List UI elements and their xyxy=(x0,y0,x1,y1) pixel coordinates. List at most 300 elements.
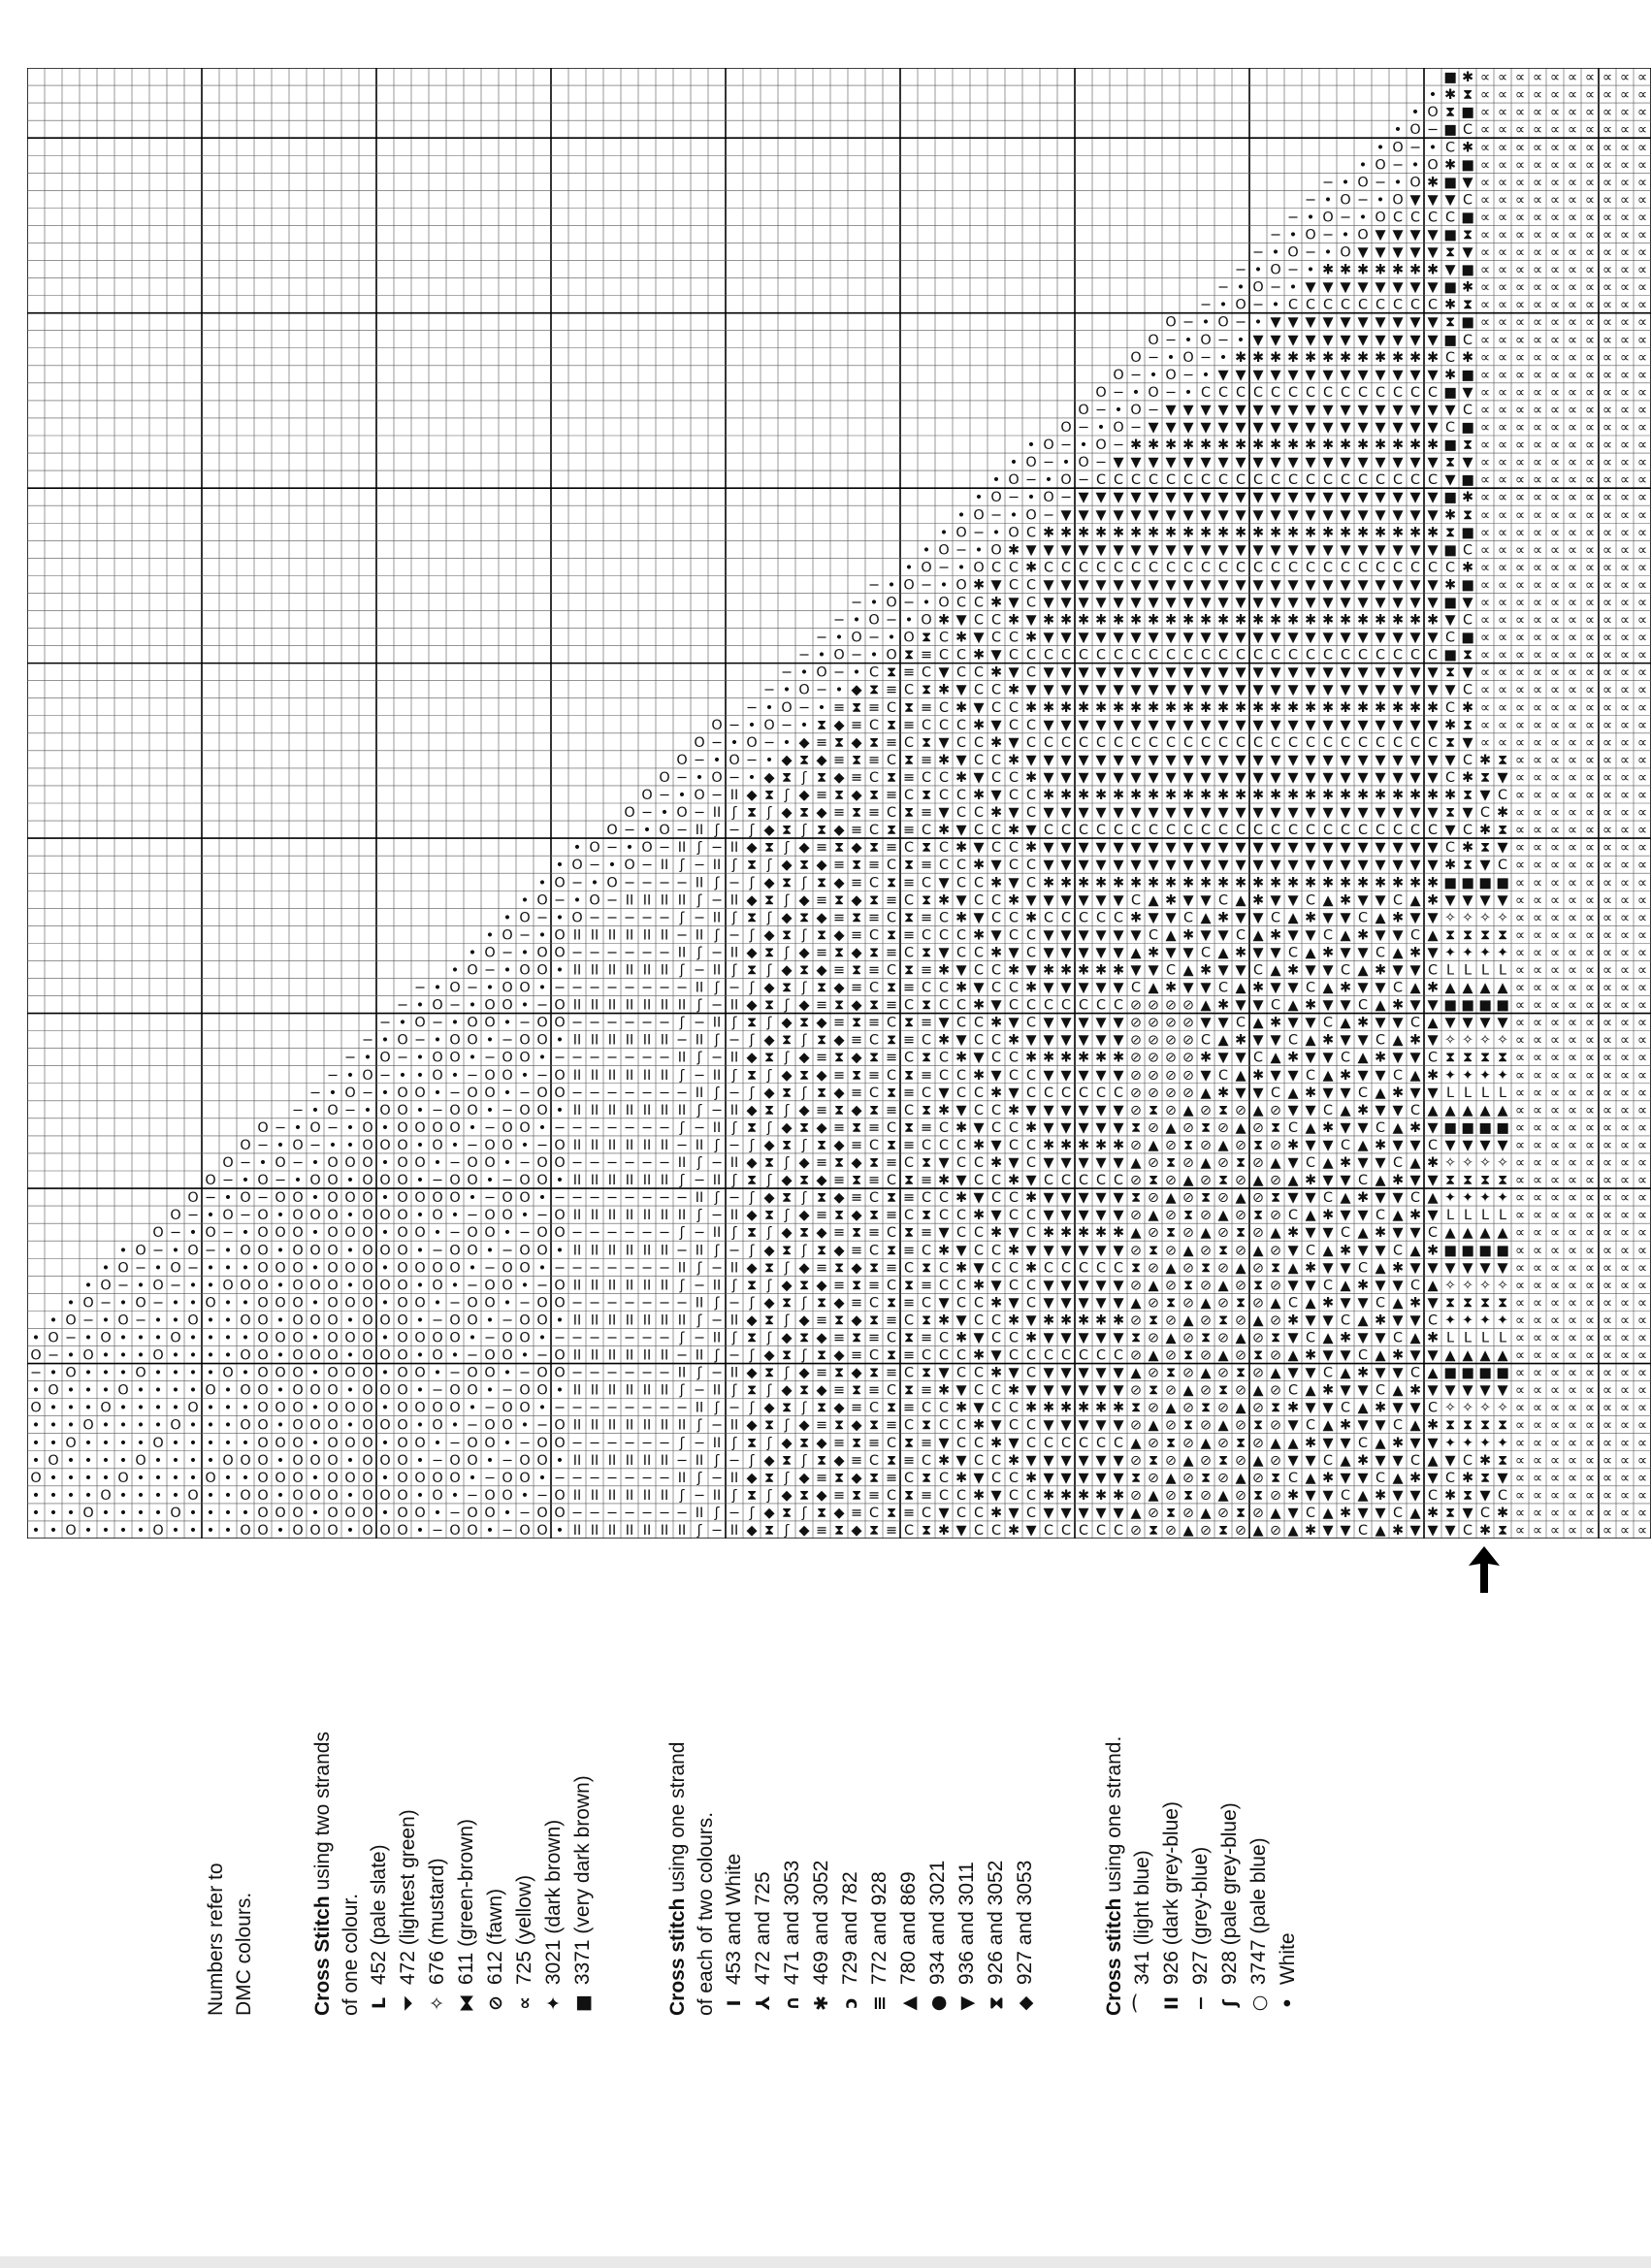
stitch-yellow: ∝ xyxy=(1585,228,1595,243)
stitch-blue_blend: C xyxy=(1218,981,1228,996)
stitch-white: • xyxy=(503,963,512,979)
stitch-green_blend: ✱ xyxy=(1357,350,1369,366)
stitch-pale_grey_blue: ʃ xyxy=(731,1488,738,1504)
stitch-white: • xyxy=(853,665,861,681)
stitch-white: • xyxy=(1359,157,1368,173)
stitch-dark_blend: ▼ xyxy=(1427,910,1439,925)
stitch-dark_blend: ▼ xyxy=(1305,1016,1316,1031)
stitch-grey_blue: − xyxy=(275,1120,286,1136)
stitch-blue_blend: C xyxy=(1288,1120,1298,1136)
stitch-dark_blend: ▼ xyxy=(1200,490,1212,505)
stitch-moss: ▲ xyxy=(1427,1103,1439,1118)
stitch-yellow: ∝ xyxy=(1568,368,1577,383)
stitch-dark_blend: ▼ xyxy=(1130,840,1142,856)
stitch-pale_blue: O xyxy=(65,1436,76,1451)
stitch-green_blend: ✱ xyxy=(1462,70,1473,85)
stitch-pale_grey_blue: ʃ xyxy=(679,858,686,873)
stitch-green_blend: ✱ xyxy=(1357,788,1369,803)
stitch-fawn: ⊘ xyxy=(1130,1488,1142,1504)
stitch-blue_blend: C xyxy=(1358,998,1368,1014)
stitch-green_blend: ✱ xyxy=(1462,140,1473,155)
stitch-dark_blend: ▼ xyxy=(1043,1016,1054,1031)
stitch-white: • xyxy=(800,665,809,681)
stitch-dark_grey_blue: II xyxy=(573,1243,582,1258)
stitch-blue_blend: C xyxy=(922,1190,931,1206)
stitch-pale_grey_blue: ʃ xyxy=(679,1383,686,1399)
stitch-pale_blue: O xyxy=(484,1208,495,1223)
stitch-grey_blue: − xyxy=(694,1436,705,1451)
stitch-blue_blend: C xyxy=(1323,298,1333,313)
stitch-grey_blue: − xyxy=(30,1366,42,1381)
stitch-fawn: ⊘ xyxy=(1182,1051,1194,1066)
stitch-blue_blend: C xyxy=(1376,1383,1385,1399)
stitch-fawn: ⊘ xyxy=(1148,1085,1159,1101)
stitch-dark_grey_blue: II xyxy=(643,1278,652,1293)
stitch-mustard: ✧ xyxy=(1497,1278,1508,1293)
stitch-blue_blend: C xyxy=(869,1348,879,1364)
stitch-yellow: ∝ xyxy=(1533,927,1542,943)
stitch-dark_grey_blue: II xyxy=(696,1138,704,1153)
stitch-dark_blend: ▼ xyxy=(1444,892,1456,908)
stitch-yellow: ∝ xyxy=(1515,1506,1525,1521)
stitch-dark_blend: ▼ xyxy=(1113,1383,1124,1399)
stitch-moss: ▲ xyxy=(1200,1155,1212,1171)
stitch-green_blend: ✱ xyxy=(1427,1068,1439,1084)
stitch-grey_blue_blend: ⧗ xyxy=(1445,1506,1455,1521)
stitch-pale_blue: O xyxy=(1113,420,1123,436)
stitch-dark_blend: ▼ xyxy=(1200,420,1212,436)
stitch-white: • xyxy=(416,1348,425,1364)
stitch-yellow: ∝ xyxy=(1550,1331,1560,1346)
stitch-green_brown_blend: ◆ xyxy=(798,946,810,961)
stitch-green_blend: ✱ xyxy=(1113,1051,1124,1066)
stitch-pale_blue: O xyxy=(467,1295,477,1311)
stitch-dark_blend: ▼ xyxy=(1340,770,1351,786)
stitch-yellow: ∝ xyxy=(1637,490,1647,505)
stitch-blue_blend: C xyxy=(1079,1436,1088,1451)
stitch-dark_blend: ▼ xyxy=(1322,455,1334,470)
stitch-yellow: ∝ xyxy=(1585,350,1595,366)
stitch-dark_blend: ▼ xyxy=(1322,665,1334,681)
stitch-green_blend: ✱ xyxy=(1340,1506,1351,1521)
stitch-pale_blue: O xyxy=(240,1488,250,1504)
stitch-dark_blend: ▼ xyxy=(1340,1383,1351,1399)
stitch-yellow: ∝ xyxy=(1602,455,1612,470)
stitch-moss: ▲ xyxy=(1235,981,1246,996)
stitch-dark_grey_blue: II xyxy=(591,1208,599,1223)
stitch-white: • xyxy=(119,1488,128,1504)
stitch-yellow: ∝ xyxy=(1515,298,1525,313)
stitch-moss: ▲ xyxy=(1427,1366,1439,1381)
stitch-dark_blend: ▼ xyxy=(1165,403,1177,418)
stitch-pale_blue: O xyxy=(554,1506,565,1521)
stitch-yellow: ∝ xyxy=(1637,1295,1647,1311)
stitch-fawn: ⊘ xyxy=(1182,1085,1194,1101)
stitch-blue_blend: C xyxy=(991,1313,1001,1329)
stitch-blue_blend: C xyxy=(869,823,879,838)
stitch-pale_blue: O xyxy=(414,1085,425,1101)
stitch-grey_blue: − xyxy=(624,1155,635,1171)
stitch-grey_blue: − xyxy=(746,753,758,768)
stitch-dark_blend: ▼ xyxy=(1392,1016,1404,1031)
stitch-dark_blend: ▼ xyxy=(1497,1383,1508,1399)
stitch-dark_blend: ▼ xyxy=(1095,840,1107,856)
stitch-dark_grey_blue: II xyxy=(661,1348,669,1364)
stitch-grey_blue: − xyxy=(502,1453,513,1469)
stitch-green_blend: ✱ xyxy=(1409,1471,1421,1486)
stitch-yellow: ∝ xyxy=(1498,228,1507,243)
stitch-fawn: ⊘ xyxy=(1235,1313,1246,1329)
stitch-grey_blue_blend: ⧗ xyxy=(1166,1436,1176,1451)
stitch-grey_blue_blend: ⧗ xyxy=(1218,1243,1228,1258)
stitch-grey_blue_blend: ⧗ xyxy=(869,946,879,961)
stitch-dark_blend: ▼ xyxy=(1235,963,1246,979)
stitch-yellow: ∝ xyxy=(1498,122,1507,138)
key-label: 3747 (pale blue) xyxy=(1247,1837,1270,1985)
stitch-dark_blend: ▼ xyxy=(1043,840,1054,856)
stitch-dark_blend: ▼ xyxy=(1200,507,1212,523)
stitch-pale_blue: O xyxy=(432,1068,442,1084)
stitch-fawn: ⊘ xyxy=(1235,1208,1246,1223)
stitch-dark_blend: ▼ xyxy=(1322,280,1334,296)
stitch-blue_blend: C xyxy=(1009,1488,1019,1504)
stitch-pale_grey_blue: ʃ xyxy=(696,1313,703,1329)
stitch-yellow: ∝ xyxy=(1602,578,1612,594)
stitch-yellow: ∝ xyxy=(1480,385,1490,401)
stitch-white: • xyxy=(1097,420,1106,436)
stitch-dark_grey_blue: II xyxy=(626,1453,634,1469)
stitch-blue_blend: C xyxy=(869,770,879,786)
stitch-yellow: ∝ xyxy=(1533,1453,1542,1469)
stitch-grey_blue_blend: ⧗ xyxy=(799,1331,809,1346)
stitch-green_brown_blend: ◆ xyxy=(746,1103,758,1118)
stitch-fawn: ⊘ xyxy=(1270,1138,1281,1153)
stitch-yellow: ∝ xyxy=(1620,840,1630,856)
stitch-blue_blend: C xyxy=(974,1436,984,1451)
stitch-yellow: ∝ xyxy=(1620,1418,1630,1434)
stitch-green_blend: ✱ xyxy=(1340,350,1351,366)
stitch-yellow: ∝ xyxy=(1533,245,1542,261)
stitch-yellow: ∝ xyxy=(1480,403,1490,418)
stitch-dark_blend: ▼ xyxy=(1025,1313,1037,1329)
stitch-yellow: ∝ xyxy=(1533,578,1542,594)
stitch-white: • xyxy=(49,1418,58,1434)
stitch-pale_green_blend: ≡ xyxy=(886,840,897,856)
stitch-pale_blue: O xyxy=(327,1225,338,1241)
stitch-pale_blue: O xyxy=(379,1243,390,1258)
stitch-grey_blue: − xyxy=(624,1190,635,1206)
stitch-yellow: ∝ xyxy=(1550,683,1560,698)
stitch-dark_blend: ▼ xyxy=(1182,946,1194,961)
stitch-grey_blue_blend: ⧗ xyxy=(1463,1295,1473,1311)
stitch-pale_grey_blue: ʃ xyxy=(766,858,773,873)
stitch-grey_blue_blend: ⧗ xyxy=(1149,1103,1158,1118)
stitch-yellow: ∝ xyxy=(1515,350,1525,366)
stitch-white: • xyxy=(381,1295,390,1311)
stitch-blue_blend: C xyxy=(1376,823,1385,838)
stitch-white: • xyxy=(556,1243,565,1258)
stitch-dark_grey_blue: II xyxy=(730,1208,739,1223)
stitch-dark_blend: ▼ xyxy=(1095,542,1107,558)
stitch-yellow: ∝ xyxy=(1620,105,1630,120)
stitch-pale_green_blend: ≡ xyxy=(868,1068,880,1084)
stitch-dark_blend: ▼ xyxy=(1148,596,1159,611)
stitch-pale_green_blend: ≡ xyxy=(868,753,880,768)
stitch-dark_grey_blue: II xyxy=(696,1453,704,1469)
stitch-white: • xyxy=(1376,140,1385,155)
stitch-green_blend: ✱ xyxy=(1322,437,1334,453)
stitch-dark_blend: ▼ xyxy=(1357,631,1369,646)
stitch-very_dark_brown: ■ xyxy=(1443,385,1457,401)
stitch-blue_blend: C xyxy=(991,560,1001,575)
stitch-dark_blend: ▼ xyxy=(955,1523,967,1539)
stitch-pale_green_blend: ≡ xyxy=(833,1120,845,1136)
stitch-grey_blue: − xyxy=(467,1488,478,1504)
stitch-pale_grey_blue: ʃ xyxy=(749,1085,756,1101)
stitch-pale_green_blend: ≡ xyxy=(921,910,932,925)
stitch-grey_blue: − xyxy=(606,946,618,961)
stitch-green_brown_blend: ◆ xyxy=(746,946,758,961)
stitch-moss: ▲ xyxy=(1409,1506,1421,1521)
stitch-blue_blend: C xyxy=(1044,1436,1053,1451)
stitch-blue_blend: C xyxy=(1096,1523,1106,1539)
stitch-dark_blend: ▼ xyxy=(1113,1418,1124,1434)
stitch-pale_green_blend: ≡ xyxy=(851,1033,862,1049)
stitch-moss: ▲ xyxy=(1444,1348,1456,1364)
stitch-grey_blue_blend: ⧗ xyxy=(1445,1295,1455,1311)
stitch-dark_grey_blue: II xyxy=(573,1278,582,1293)
stitch-grey_blue_blend: ⧗ xyxy=(922,1155,931,1171)
stitch-blue_blend: C xyxy=(1079,1173,1088,1188)
stitch-grey_blue_blend: ⧗ xyxy=(764,1366,774,1381)
stitch-dark_grey_blue: II xyxy=(730,946,739,961)
stitch-yellow: ∝ xyxy=(1585,1225,1595,1241)
stitch-grey_blue: − xyxy=(903,596,915,611)
stitch-green_brown_blend: ◆ xyxy=(798,1523,810,1539)
stitch-moss: ▲ xyxy=(1392,1120,1404,1136)
stitch-dark_blend: ▼ xyxy=(1095,1418,1107,1434)
stitch-white: • xyxy=(800,718,809,733)
stitch-green_blend: ✱ xyxy=(955,1051,967,1066)
stitch-pale_grey_blue: ʃ xyxy=(766,1225,773,1241)
stitch-grey_blue: − xyxy=(205,1243,216,1258)
stitch-dark_blend: ▼ xyxy=(1357,542,1369,558)
stitch-grey_blue_blend: ⧗ xyxy=(747,1120,757,1136)
stitch-blue_blend: C xyxy=(1009,910,1019,925)
stitch-pale_green_blend: ≡ xyxy=(886,683,897,698)
stitch-green_blend: ✱ xyxy=(1130,910,1142,925)
stitch-green_brown_blend: ◆ xyxy=(798,892,810,908)
stitch-blue_blend: C xyxy=(991,683,1001,698)
stitch-pale_blue: O xyxy=(82,1418,93,1434)
stitch-grey_blue_blend: ⧗ xyxy=(1218,1173,1228,1188)
stitch-yellow: ∝ xyxy=(1533,420,1542,436)
stitch-green_blend: ✱ xyxy=(1217,875,1229,891)
stitch-blue_blend: C xyxy=(1393,981,1403,996)
stitch-dark_blend: ▼ xyxy=(1287,770,1299,786)
stitch-dark_grey_blue: II xyxy=(643,1313,652,1329)
stitch-yellow: ∝ xyxy=(1585,333,1595,348)
stitch-grey_blue: − xyxy=(519,1506,531,1521)
stitch-grey_blue: − xyxy=(589,1401,600,1416)
stitch-moss: ▲ xyxy=(1392,1383,1404,1399)
stitch-white: • xyxy=(469,1051,477,1066)
stitch-white: • xyxy=(521,946,530,961)
stitch-white: • xyxy=(311,1506,320,1521)
stitch-grey_blue_blend: ⧗ xyxy=(764,998,774,1014)
stitch-fawn: ⊘ xyxy=(1165,1016,1177,1031)
stitch-dark_blend: ▼ xyxy=(1008,1506,1020,1521)
stitch-dark_blend: ▼ xyxy=(1340,665,1351,681)
stitch-blue_blend: C xyxy=(1445,560,1455,575)
stitch-blue_blend: C xyxy=(974,1523,984,1539)
stitch-dark_blend: ▼ xyxy=(1165,420,1177,436)
stitch-dark_blend: ▼ xyxy=(1043,542,1054,558)
stitch-white: • xyxy=(434,1085,442,1101)
stitch-yellow: ∝ xyxy=(1533,315,1542,331)
stitch-grey_blue_blend: ⧗ xyxy=(1149,1313,1158,1329)
stitch-pale_blue: O xyxy=(362,1471,372,1486)
stitch-yellow: ∝ xyxy=(1568,1418,1577,1434)
stitch-dark_blend: ▼ xyxy=(1235,507,1246,523)
stitch-grey_blue: − xyxy=(379,1068,391,1084)
stitch-yellow: ∝ xyxy=(1550,333,1560,348)
stitch-green_blend: ✱ xyxy=(1270,700,1281,716)
stitch-grey_blue: − xyxy=(606,1016,618,1031)
stitch-very_dark_brown: ■ xyxy=(1461,631,1474,646)
stitch-white: • xyxy=(486,981,495,996)
stitch-fawn: ⊘ xyxy=(1148,1366,1159,1381)
stitch-yellow: ∝ xyxy=(1620,1155,1630,1171)
stitch-white: • xyxy=(451,1208,460,1223)
stitch-pale_blue: O xyxy=(484,1418,495,1434)
stitch-yellow: ∝ xyxy=(1568,157,1577,173)
stitch-yellow: ∝ xyxy=(1480,631,1490,646)
stitch-moss: ▲ xyxy=(1305,946,1316,961)
stitch-pale_blue: O xyxy=(152,1436,163,1451)
stitch-yellow: ∝ xyxy=(1602,403,1612,418)
stitch-dark_blend: ▼ xyxy=(1252,631,1264,646)
stitch-white: • xyxy=(1254,263,1263,278)
stitch-pale_blue: O xyxy=(467,1366,477,1381)
stitch-yellow: ∝ xyxy=(1637,1418,1647,1434)
stitch-white: • xyxy=(713,753,722,768)
stitch-pale_blue: O xyxy=(292,1418,303,1434)
stitch-blue_blend: C xyxy=(887,1120,896,1136)
stitch-grey_blue_blend: ⧗ xyxy=(817,1348,826,1364)
stitch-yellow: ∝ xyxy=(1602,927,1612,943)
stitch-moss: ▲ xyxy=(1322,1506,1334,1521)
stitch-dark_grey_blue: II xyxy=(626,1383,634,1399)
stitch-blue_blend: C xyxy=(1306,735,1315,751)
stitch-blue_blend: C xyxy=(1201,735,1211,751)
stitch-yellow: ∝ xyxy=(1515,596,1525,611)
stitch-dark_blend: ▼ xyxy=(1113,1033,1124,1049)
stitch-dark_blend: ▼ xyxy=(1182,858,1194,873)
stitch-dark_blend: ▼ xyxy=(1479,1383,1491,1399)
stitch-grey_blue: − xyxy=(641,1366,653,1381)
stitch-grey_blue_blend: ⧗ xyxy=(852,1016,861,1031)
stitch-yellow: ∝ xyxy=(1515,1366,1525,1381)
stitch-pale_blue: O xyxy=(397,1366,407,1381)
stitch-dark_blend: ▼ xyxy=(1305,1103,1316,1118)
stitch-yellow: ∝ xyxy=(1550,805,1560,821)
stitch-white: • xyxy=(469,1471,477,1486)
stitch-dark_blend: ▼ xyxy=(1217,963,1229,979)
stitch-grey_blue: − xyxy=(659,840,670,856)
stitch-white: • xyxy=(1342,228,1350,243)
stitch-green_brown_blend: ◆ xyxy=(763,1453,775,1469)
stitch-dark_grey_blue: II xyxy=(678,1471,687,1486)
stitch-yellow: ∝ xyxy=(1550,542,1560,558)
key-label: 772 and 928 xyxy=(868,1871,890,1985)
stitch-grey_blue_blend: ⧗ xyxy=(1201,1190,1211,1206)
stitch-white: • xyxy=(521,1068,530,1084)
stitch-dark_grey_blue: II xyxy=(643,1243,652,1258)
stitch-blue_blend: C xyxy=(904,998,914,1014)
stitch-green_brown_blend: ◆ xyxy=(798,1155,810,1171)
stitch-white: • xyxy=(381,1401,390,1416)
stitch-dark_blend: ▼ xyxy=(1462,805,1473,821)
stitch-dark_grey_blue: II xyxy=(608,1033,617,1049)
stitch-dark_blend: ▼ xyxy=(1182,981,1194,996)
stitch-grey_blue_blend: ⧗ xyxy=(1271,1120,1280,1136)
stitch-dark_blend: ▼ xyxy=(1427,1471,1439,1486)
stitch-dark_blend: ▼ xyxy=(1322,1225,1334,1241)
stitch-dark_blend: ▼ xyxy=(1148,718,1159,733)
stitch-green_brown_blend: ◆ xyxy=(833,1401,845,1416)
stitch-white: • xyxy=(346,1488,355,1504)
stitch-green_brown_blend: ◆ xyxy=(816,1488,827,1504)
stitch-green_blend: ✱ xyxy=(1078,613,1089,629)
stitch-yellow: ∝ xyxy=(1568,1173,1577,1188)
stitch-dark_blend: ▼ xyxy=(1060,1155,1072,1171)
stitch-blue_blend: C xyxy=(1026,875,1036,891)
stitch-dark_blend: ▼ xyxy=(1340,542,1351,558)
stitch-dark_blend: ▼ xyxy=(1305,1366,1316,1381)
stitch-blue_blend: C xyxy=(1009,1068,1019,1084)
stitch-mustard: ✧ xyxy=(1444,1155,1456,1171)
stitch-dark_blend: ▼ xyxy=(1130,631,1142,646)
stitch-blue_blend: C xyxy=(1428,963,1438,979)
stitch-pale_blue: O xyxy=(449,1190,460,1206)
stitch-blue_blend: C xyxy=(904,1471,914,1486)
stitch-dark_blend: ▼ xyxy=(1252,946,1264,961)
stitch-dark_blend: ▼ xyxy=(1375,1278,1386,1293)
stitch-blue_blend: C xyxy=(1323,1366,1333,1381)
stitch-blue_blend: C xyxy=(939,840,949,856)
stitch-grey_blue_blend: ⧗ xyxy=(887,1085,896,1101)
stitch-dark_blend: ▼ xyxy=(1392,1051,1404,1066)
stitch-pale_blue: O xyxy=(449,1331,460,1346)
stitch-dark_blend: ▼ xyxy=(1427,665,1439,681)
stitch-green_brown_blend: ◆ xyxy=(746,840,758,856)
stitch-pale_blue: O xyxy=(1340,245,1350,261)
stitch-dark_blend: ▼ xyxy=(990,1418,1002,1434)
stitch-yellow: ∝ xyxy=(1515,122,1525,138)
stitch-pale_blue: O xyxy=(292,1366,303,1381)
stitch-dark_blend: ▼ xyxy=(973,700,985,716)
stitch-green_blend: ✱ xyxy=(1427,613,1439,629)
stitch-pale_green_blend: ≡ xyxy=(851,1085,862,1101)
stitch-moss: ▲ xyxy=(1409,1331,1421,1346)
stitch-yellow: ∝ xyxy=(1602,1016,1612,1031)
stitch-white: • xyxy=(1167,350,1176,366)
stitch-pale_grey_blue: ʃ xyxy=(749,823,756,838)
stitch-yellow: ∝ xyxy=(1515,648,1525,664)
stitch-green_blend: ✱ xyxy=(990,665,1002,681)
stitch-yellow: ∝ xyxy=(1550,298,1560,313)
